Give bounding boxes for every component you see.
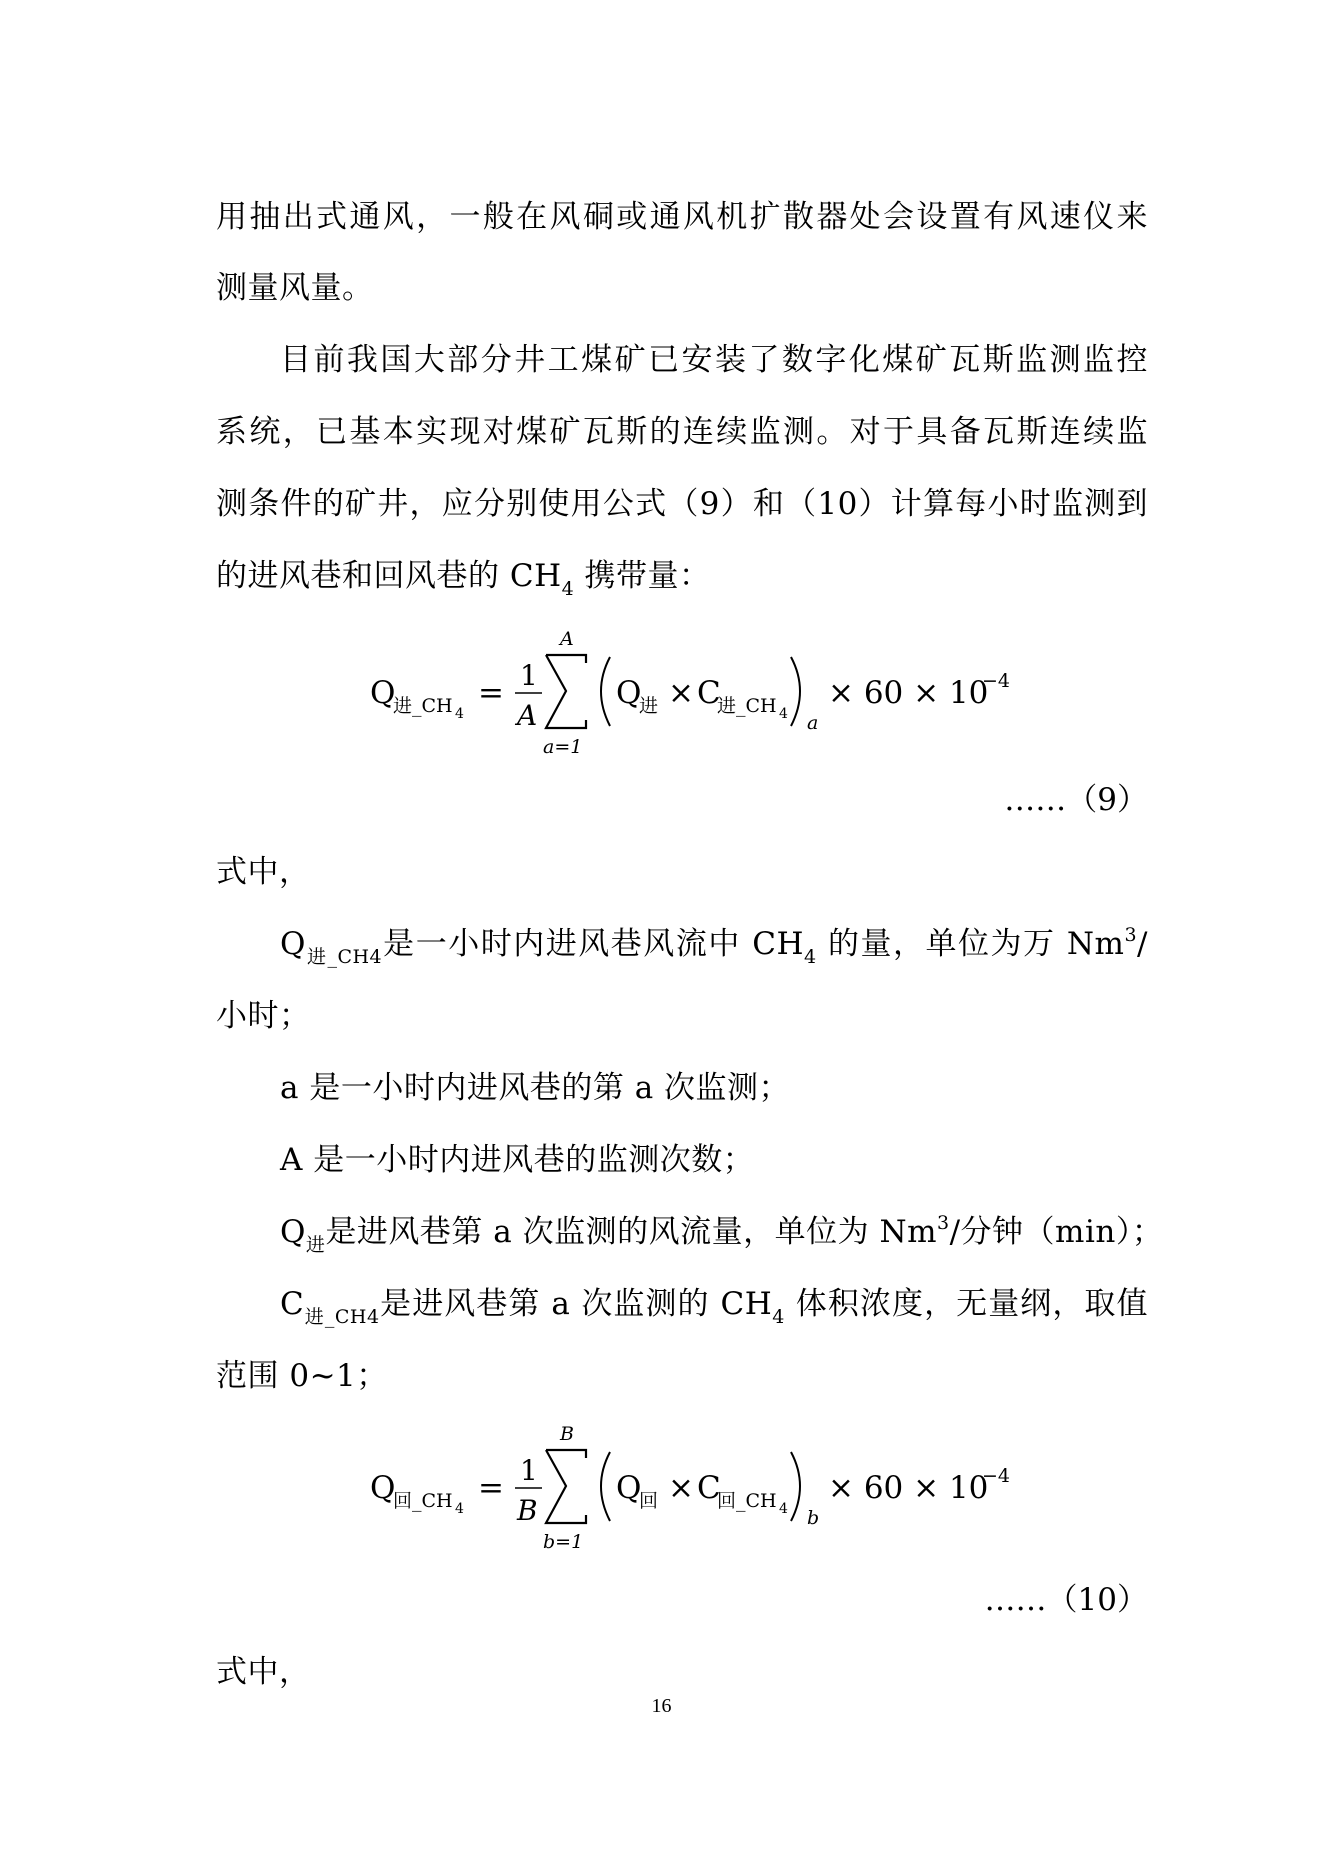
- definition-q-in: $Q_进$是进风巷第 a 次监测的风流量，单位为 Nm$^3$/分钟（min）；: [280, 1212, 1164, 1256]
- f10-right-paren-icon: [791, 1452, 800, 1521]
- f10-frac-num: 1: [520, 1454, 538, 1487]
- f9-sum-upper: A: [560, 628, 574, 650]
- f9-frac-num: 1: [520, 659, 538, 692]
- where-label-2: 式中，: [216, 1654, 311, 1690]
- paragraph-1-line-1: 用抽出式通风，一般在风硐或通风机扩散器处会设置有风速仪来: [216, 199, 1148, 235]
- f10-sum-lower: b=1: [543, 1531, 584, 1553]
- paragraph-2-line-3: 测条件的矿井，应分别使用公式（9）和（10）计算每小时监测到: [216, 486, 1148, 522]
- f10-q: Q: [616, 1470, 642, 1506]
- f10-c-sub4: 4: [779, 1501, 788, 1517]
- f9-sigma-icon: [546, 655, 586, 728]
- definition-q-in-ch4-line-2: 小时；: [216, 998, 311, 1034]
- f10-lhs-sub4: 4: [455, 1501, 464, 1517]
- f9-eq: =: [478, 675, 504, 711]
- f9-sum-lower: a=1: [543, 736, 583, 758]
- f9-left-paren-icon: [601, 657, 610, 726]
- f10-exp: −4: [982, 1465, 1011, 1487]
- f9-c: C: [697, 675, 721, 711]
- f9-lhs-sub: 进_CH: [393, 695, 453, 717]
- where-label-1: 式中，: [216, 854, 311, 890]
- f9-exp: −4: [982, 670, 1011, 692]
- f10-lhs-sub: 回_CH: [393, 1490, 453, 1512]
- formula-10: [360, 1420, 1011, 1553]
- paragraph-2-line-4: 的进风巷和回风巷的 $CH_4$ 携带量：: [216, 558, 711, 600]
- paragraph-2-line-2: 系统，已基本实现对煤矿瓦斯的连续监测。对于具备瓦斯连续监: [216, 414, 1148, 450]
- f10-c: C: [697, 1470, 721, 1506]
- f9-q: Q: [616, 675, 642, 711]
- f10-frac-den: B: [517, 1494, 538, 1527]
- definition-c-in-ch4: $C_{进\_CH4}$是进风巷第 a 次监测的 $CH_4$ 体积浓度，无量纲，取值: [280, 1286, 1148, 1328]
- f9-lhs: Q: [370, 675, 396, 711]
- f9-tail: × 60 × 10: [828, 675, 989, 711]
- f10-left-paren-icon: [601, 1452, 610, 1521]
- f10-sum-upper: B: [560, 1423, 574, 1445]
- f10-lhs: Q: [370, 1470, 396, 1506]
- f9-right-paren-icon: [791, 657, 800, 726]
- f10-tail: × 60 × 10: [828, 1470, 989, 1506]
- f10-q-sub: 回: [639, 1490, 659, 1512]
- f10-c-sub: 回_CH: [717, 1490, 777, 1512]
- page-number: 16: [651, 1695, 672, 1717]
- definition-q-in-ch4: $Q_{进\_CH4}$是一小时内进风巷风流中 $CH_4$ 的量，单位为万 Nm$^3$/: [280, 924, 1148, 968]
- f9-c-sub: 进_CH: [717, 695, 777, 717]
- formula-9-number: ……（9）: [1004, 782, 1148, 818]
- paragraph-1-line-2: 测量风量。: [216, 270, 374, 306]
- definition-c-in-ch4-line-2: 范围 0~1；: [216, 1358, 388, 1394]
- f10-sigma-icon: [546, 1450, 586, 1523]
- f9-c-sub4: 4: [779, 706, 788, 722]
- f10-eq: =: [478, 1470, 504, 1506]
- definition-A: A 是一小时内进风巷的监测次数；: [280, 1142, 755, 1178]
- f9-q-sub: 进: [639, 695, 659, 717]
- f9-outer-sub: a: [807, 712, 819, 734]
- f10-outer-sub: b: [807, 1507, 820, 1529]
- f10-times: ×: [668, 1470, 694, 1506]
- definition-a: a 是一小时内进风巷的第 a 次监测；: [280, 1070, 791, 1106]
- formula-9: [360, 625, 1011, 758]
- formula-10-number: ……（10）: [984, 1582, 1148, 1618]
- paragraph-2-line-1: 目前我国大部分井工煤矿已安装了数字化煤矿瓦斯监测监控: [280, 342, 1148, 378]
- f9-frac-den: A: [517, 699, 538, 732]
- f9-times: ×: [668, 675, 694, 711]
- f9-lhs-sub4: 4: [455, 706, 464, 722]
